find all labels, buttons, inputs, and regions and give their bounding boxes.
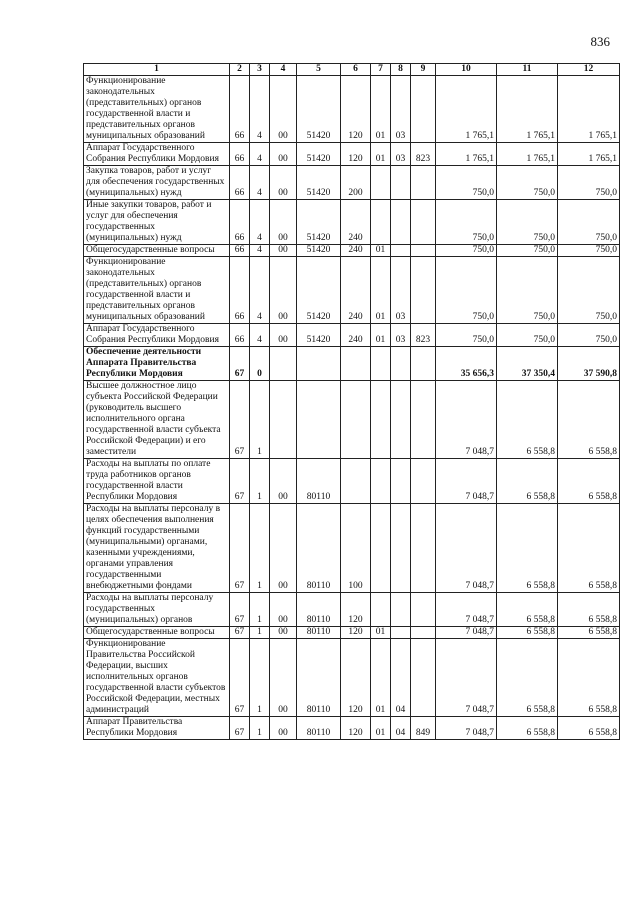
- row-value-cell: 1: [250, 504, 270, 593]
- row-value-cell: 80110: [297, 593, 341, 627]
- row-value-cell: 7 048,7: [436, 381, 497, 459]
- row-value-cell: [391, 166, 411, 200]
- row-value-cell: 1: [250, 639, 270, 717]
- row-value-cell: 4: [250, 245, 270, 257]
- row-name-cell: Расходы на выплаты персоналу государственных (муниципальных) органов: [84, 593, 230, 627]
- row-value-cell: [391, 504, 411, 593]
- row-value-cell: 67: [230, 347, 250, 381]
- row-name-cell: Общегосударственные вопросы: [84, 627, 230, 639]
- row-name-cell: Аппарат Государственного Собрания Республики Мордовия: [84, 143, 230, 166]
- column-header-1: 1: [84, 64, 230, 76]
- row-value-cell: 51420: [297, 245, 341, 257]
- row-value-cell: 80110: [297, 639, 341, 717]
- row-value-cell: 01: [371, 143, 391, 166]
- row-value-cell: [411, 459, 436, 504]
- row-value-cell: 01: [371, 717, 391, 740]
- row-value-cell: 67: [230, 593, 250, 627]
- row-value-cell: 750,0: [558, 257, 620, 324]
- row-value-cell: [341, 347, 371, 381]
- row-value-cell: 1 765,1: [558, 143, 620, 166]
- row-value-cell: 67: [230, 717, 250, 740]
- row-value-cell: 03: [391, 143, 411, 166]
- row-name-cell: Общегосударственные вопросы: [84, 245, 230, 257]
- row-name-cell: Иные закупки товаров, работ и услуг для обеспечения государственных (муниципальных) нужд: [84, 200, 230, 245]
- row-value-cell: [270, 381, 297, 459]
- row-value-cell: 1 765,1: [558, 76, 620, 143]
- row-value-cell: [371, 166, 391, 200]
- row-value-cell: 51420: [297, 324, 341, 347]
- row-value-cell: 4: [250, 324, 270, 347]
- row-value-cell: 7 048,7: [436, 593, 497, 627]
- row-value-cell: [411, 257, 436, 324]
- row-value-cell: 67: [230, 639, 250, 717]
- row-value-cell: 04: [391, 717, 411, 740]
- row-value-cell: 03: [391, 257, 411, 324]
- table-row: [84, 143, 620, 166]
- row-value-cell: [411, 76, 436, 143]
- row-value-cell: 240: [341, 200, 371, 245]
- row-value-cell: 80110: [297, 627, 341, 639]
- row-value-cell: 750,0: [436, 257, 497, 324]
- column-header-12: 12: [558, 64, 620, 76]
- row-value-cell: 01: [371, 324, 391, 347]
- row-value-cell: 66: [230, 166, 250, 200]
- row-value-cell: 00: [270, 324, 297, 347]
- row-value-cell: 6 558,8: [497, 717, 558, 740]
- row-value-cell: 100: [341, 504, 371, 593]
- budget-table: [83, 63, 620, 740]
- row-value-cell: 1 765,1: [497, 143, 558, 166]
- row-value-cell: 6 558,8: [558, 381, 620, 459]
- row-value-cell: [297, 347, 341, 381]
- row-value-cell: 66: [230, 257, 250, 324]
- row-value-cell: [411, 381, 436, 459]
- row-value-cell: 750,0: [558, 166, 620, 200]
- row-value-cell: [391, 245, 411, 257]
- row-value-cell: 7 048,7: [436, 717, 497, 740]
- row-value-cell: 750,0: [436, 166, 497, 200]
- row-value-cell: 1 765,1: [436, 76, 497, 143]
- table-row: [84, 347, 620, 381]
- row-value-cell: 00: [270, 627, 297, 639]
- row-value-cell: 00: [270, 639, 297, 717]
- row-value-cell: 7 048,7: [436, 639, 497, 717]
- table-row: [84, 76, 620, 143]
- row-value-cell: 67: [230, 504, 250, 593]
- row-value-cell: 00: [270, 504, 297, 593]
- row-value-cell: 66: [230, 324, 250, 347]
- row-name-cell: Аппарат Государственного Собрания Республики Мордовия: [84, 324, 230, 347]
- row-value-cell: [391, 200, 411, 245]
- row-value-cell: 750,0: [436, 324, 497, 347]
- row-value-cell: 1: [250, 593, 270, 627]
- row-value-cell: 240: [341, 245, 371, 257]
- table-row: [84, 200, 620, 245]
- table-row: [84, 593, 620, 627]
- row-value-cell: 00: [270, 245, 297, 257]
- table-row: [84, 245, 620, 257]
- table-row: [84, 381, 620, 459]
- row-value-cell: [391, 593, 411, 627]
- row-value-cell: 750,0: [436, 245, 497, 257]
- row-value-cell: [341, 381, 371, 459]
- row-value-cell: [391, 347, 411, 381]
- table-row: [84, 166, 620, 200]
- row-value-cell: 6 558,8: [558, 593, 620, 627]
- column-header-11: 11: [497, 64, 558, 76]
- row-value-cell: 01: [371, 627, 391, 639]
- table-body: [84, 76, 620, 740]
- row-value-cell: 6 558,8: [497, 639, 558, 717]
- row-value-cell: 7 048,7: [436, 504, 497, 593]
- row-value-cell: 00: [270, 459, 297, 504]
- row-value-cell: [411, 200, 436, 245]
- row-value-cell: 00: [270, 76, 297, 143]
- row-name-cell: Функционирование законодательных (представительных) органов государственной власти и представительных органов муниципальных образований: [84, 76, 230, 143]
- row-value-cell: 67: [230, 627, 250, 639]
- row-value-cell: 7 048,7: [436, 627, 497, 639]
- row-value-cell: 120: [341, 627, 371, 639]
- row-value-cell: [411, 166, 436, 200]
- row-value-cell: 03: [391, 324, 411, 347]
- row-value-cell: [391, 627, 411, 639]
- row-value-cell: 1 765,1: [436, 143, 497, 166]
- row-value-cell: 120: [341, 143, 371, 166]
- row-value-cell: 6 558,8: [558, 627, 620, 639]
- row-value-cell: 4: [250, 76, 270, 143]
- row-value-cell: 51420: [297, 143, 341, 166]
- table-row: [84, 504, 620, 593]
- row-value-cell: 750,0: [558, 200, 620, 245]
- row-value-cell: 66: [230, 76, 250, 143]
- table-row: [84, 639, 620, 717]
- column-header-7: 7: [371, 64, 391, 76]
- row-value-cell: 750,0: [436, 200, 497, 245]
- row-value-cell: 01: [371, 257, 391, 324]
- row-value-cell: 1: [250, 717, 270, 740]
- row-value-cell: 67: [230, 459, 250, 504]
- row-value-cell: 6 558,8: [497, 504, 558, 593]
- row-value-cell: 00: [270, 200, 297, 245]
- row-value-cell: 4: [250, 166, 270, 200]
- row-name-cell: Расходы на выплаты по оплате труда работников органов государственной власти Республики Мордовия: [84, 459, 230, 504]
- row-value-cell: [341, 459, 371, 504]
- row-value-cell: 00: [270, 717, 297, 740]
- row-value-cell: [371, 459, 391, 504]
- row-value-cell: 6 558,8: [558, 717, 620, 740]
- row-value-cell: [297, 381, 341, 459]
- row-name-cell: Высшее должностное лицо субъекта Российской Федерации (руководитель высшего исполнительного органа государственной власти субъекта Российской Федерации) и его заместители: [84, 381, 230, 459]
- column-header-8: 8: [391, 64, 411, 76]
- row-value-cell: 00: [270, 143, 297, 166]
- row-value-cell: 750,0: [497, 200, 558, 245]
- row-value-cell: 51420: [297, 200, 341, 245]
- row-value-cell: 1: [250, 381, 270, 459]
- row-value-cell: [391, 381, 411, 459]
- row-name-cell: Расходы на выплаты персоналу в целях обеспечения выполнения функций государственными (муниципальными) органами, казенными учреждениями, органами управления государственными внебюджетными фондами: [84, 504, 230, 593]
- row-value-cell: 120: [341, 639, 371, 717]
- row-value-cell: 0: [250, 347, 270, 381]
- row-value-cell: [371, 504, 391, 593]
- row-value-cell: 750,0: [558, 324, 620, 347]
- row-value-cell: 67: [230, 381, 250, 459]
- column-header-4: 4: [270, 64, 297, 76]
- row-value-cell: [391, 459, 411, 504]
- row-value-cell: [371, 200, 391, 245]
- row-value-cell: 66: [230, 245, 250, 257]
- row-name-cell: Аппарат Правительства Республики Мордовия: [84, 717, 230, 740]
- row-value-cell: [411, 347, 436, 381]
- row-value-cell: [411, 627, 436, 639]
- table-row: [84, 459, 620, 504]
- row-value-cell: 37 350,4: [497, 347, 558, 381]
- row-value-cell: 51420: [297, 166, 341, 200]
- row-value-cell: 750,0: [497, 166, 558, 200]
- row-value-cell: 750,0: [497, 245, 558, 257]
- table-row: [84, 627, 620, 639]
- row-value-cell: 6 558,8: [558, 504, 620, 593]
- row-value-cell: 1 765,1: [497, 76, 558, 143]
- row-value-cell: 750,0: [497, 324, 558, 347]
- row-value-cell: [411, 504, 436, 593]
- row-name-cell: Функционирование законодательных (представительных) органов государственной власти и представительных органов муниципальных образований: [84, 257, 230, 324]
- row-value-cell: 4: [250, 257, 270, 324]
- row-value-cell: 00: [270, 166, 297, 200]
- row-value-cell: 80110: [297, 717, 341, 740]
- row-value-cell: 240: [341, 324, 371, 347]
- row-value-cell: [371, 593, 391, 627]
- column-header-6: 6: [341, 64, 371, 76]
- row-value-cell: 240: [341, 257, 371, 324]
- row-value-cell: [371, 381, 391, 459]
- row-value-cell: 80110: [297, 459, 341, 504]
- row-value-cell: 01: [371, 245, 391, 257]
- row-value-cell: 66: [230, 143, 250, 166]
- row-value-cell: 750,0: [558, 245, 620, 257]
- row-value-cell: 120: [341, 76, 371, 143]
- row-value-cell: 00: [270, 257, 297, 324]
- row-value-cell: 1: [250, 459, 270, 504]
- row-value-cell: 01: [371, 639, 391, 717]
- row-value-cell: 4: [250, 143, 270, 166]
- row-value-cell: 849: [411, 717, 436, 740]
- row-value-cell: 823: [411, 324, 436, 347]
- row-value-cell: 823: [411, 143, 436, 166]
- row-value-cell: 6 558,8: [558, 639, 620, 717]
- table-row: [84, 717, 620, 740]
- row-value-cell: 03: [391, 76, 411, 143]
- row-value-cell: 1: [250, 627, 270, 639]
- row-value-cell: 51420: [297, 76, 341, 143]
- column-header-10: 10: [436, 64, 497, 76]
- page-number: 836: [590, 34, 610, 49]
- row-value-cell: 01: [371, 76, 391, 143]
- row-value-cell: 66: [230, 200, 250, 245]
- row-value-cell: [411, 245, 436, 257]
- row-name-cell: Обеспечение деятельности Аппарата Правительства Республики Мордовия: [84, 347, 230, 381]
- row-value-cell: 750,0: [497, 257, 558, 324]
- row-value-cell: 6 558,8: [558, 459, 620, 504]
- row-value-cell: 80110: [297, 504, 341, 593]
- row-value-cell: 6 558,8: [497, 627, 558, 639]
- row-value-cell: 04: [391, 639, 411, 717]
- column-header-5: 5: [297, 64, 341, 76]
- row-value-cell: 51420: [297, 257, 341, 324]
- column-header-9: 9: [411, 64, 436, 76]
- row-value-cell: [270, 347, 297, 381]
- row-value-cell: [411, 639, 436, 717]
- column-header-3: 3: [250, 64, 270, 76]
- row-value-cell: 4: [250, 200, 270, 245]
- row-value-cell: [371, 347, 391, 381]
- row-value-cell: 00: [270, 593, 297, 627]
- table-row: [84, 324, 620, 347]
- row-value-cell: 6 558,8: [497, 593, 558, 627]
- row-value-cell: 120: [341, 717, 371, 740]
- row-value-cell: 120: [341, 593, 371, 627]
- row-value-cell: 37 590,8: [558, 347, 620, 381]
- header-row: [84, 64, 620, 76]
- row-name-cell: Функционирование Правительства Российской Федерации, высших исполнительных органов государственной власти субъектов Российской Федерации, местных администраций: [84, 639, 230, 717]
- row-value-cell: 35 656,3: [436, 347, 497, 381]
- column-header-2: 2: [230, 64, 250, 76]
- row-value-cell: 7 048,7: [436, 459, 497, 504]
- row-value-cell: 6 558,8: [497, 459, 558, 504]
- row-name-cell: Закупка товаров, работ и услуг для обеспечения государственных (муниципальных) нужд: [84, 166, 230, 200]
- row-value-cell: 200: [341, 166, 371, 200]
- row-value-cell: [411, 593, 436, 627]
- table-row: [84, 257, 620, 324]
- row-value-cell: 6 558,8: [497, 381, 558, 459]
